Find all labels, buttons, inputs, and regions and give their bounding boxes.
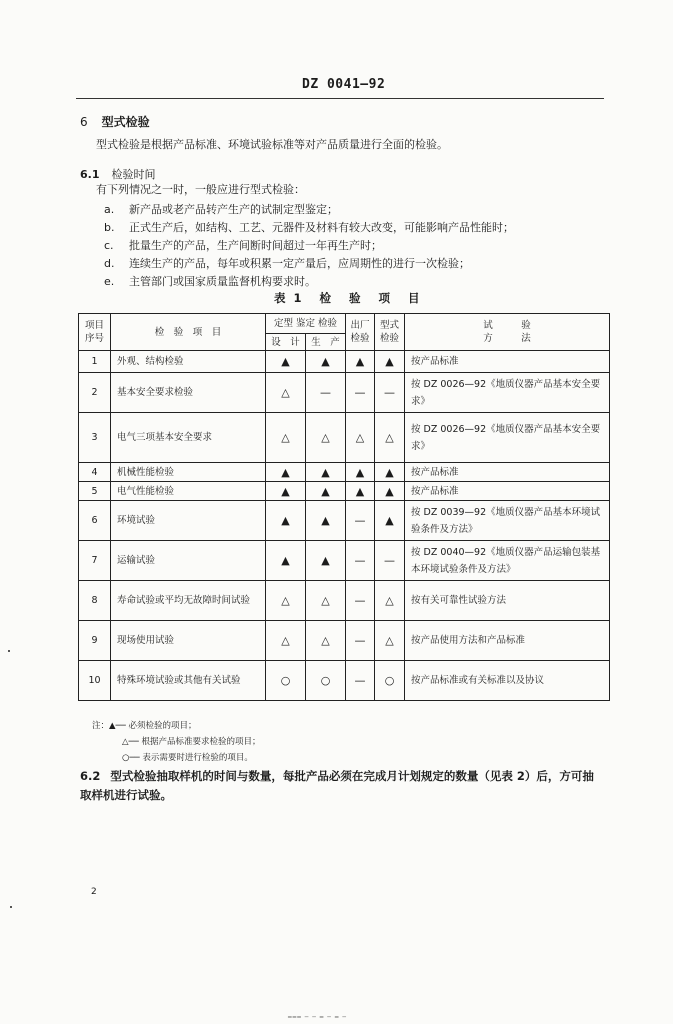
- row-item: 基本安全要求检验: [111, 373, 266, 413]
- table-row: [79, 501, 610, 541]
- row-factory-mark: ▲: [346, 463, 375, 482]
- row-design-mark: ▲: [266, 501, 306, 541]
- list-marker: c.: [104, 239, 114, 252]
- row-design-mark: ▲: [266, 351, 306, 373]
- row-factory-mark: —: [346, 661, 375, 701]
- table-row: [79, 373, 610, 413]
- table-row: [79, 413, 610, 463]
- header-design: 设 计: [266, 334, 306, 351]
- row-production-mark: △: [306, 621, 346, 661]
- row-no: 6: [79, 501, 111, 541]
- table-row: [79, 351, 610, 373]
- table-caption: [266, 290, 430, 306]
- list-marker: d.: [104, 257, 115, 270]
- row-item: 机械性能检验: [111, 463, 266, 482]
- footer-scan-mark: ━━━ ─ ─ ━ ─ ━ ─: [288, 1014, 347, 1021]
- header-method: 试 验 方 法: [405, 314, 610, 351]
- row-type-mark: ▲: [375, 463, 405, 482]
- section-6-2: [80, 767, 600, 805]
- table-note: ○── 表示需要时进行检验的项目。: [122, 753, 253, 763]
- row-production-mark: △: [306, 413, 346, 463]
- row-factory-mark: —: [346, 581, 375, 621]
- list-marker: e.: [104, 275, 115, 288]
- list-item: [104, 273, 514, 291]
- table-caption-char: 检: [319, 291, 334, 305]
- row-production-mark: ▲: [306, 351, 346, 373]
- row-no: 8: [79, 581, 111, 621]
- row-no: 1: [79, 351, 111, 373]
- table-caption-label: 表 1: [274, 291, 304, 305]
- row-item: 现场使用试验: [111, 621, 266, 661]
- scan-speck: [8, 650, 10, 652]
- section-6-title: [80, 113, 150, 130]
- list-item: [104, 255, 514, 273]
- scan-speck: [10, 906, 12, 908]
- row-item: 电气三项基本安全要求: [111, 413, 266, 463]
- row-item: 寿命试验或平均无故障时间试验: [111, 581, 266, 621]
- table-note: △── 根据产品标准要求检验的项目；: [122, 737, 261, 747]
- row-no: 10: [79, 661, 111, 701]
- row-production-mark: ▲: [306, 482, 346, 501]
- list-text: 主管部门或国家质量监督机构要求时。: [129, 275, 316, 288]
- row-factory-mark: ▲: [346, 482, 375, 501]
- row-no: 3: [79, 413, 111, 463]
- row-method: 按产品标准: [405, 463, 610, 482]
- row-production-mark: —: [306, 373, 346, 413]
- row-type-mark: —: [375, 373, 405, 413]
- row-factory-mark: —: [346, 621, 375, 661]
- table-row: [79, 661, 610, 701]
- row-method: 按产品标准: [405, 482, 610, 501]
- section-6-1-title: [80, 166, 156, 182]
- page-number: 2: [91, 887, 97, 897]
- section-6-2-number: 6.2: [80, 769, 101, 783]
- header-seq: 项目 序号: [79, 314, 111, 351]
- row-method: 按有关可靠性试验方法: [405, 581, 610, 621]
- row-type-mark: ▲: [375, 351, 405, 373]
- table-row: [79, 581, 610, 621]
- table-row: [79, 482, 610, 501]
- row-production-mark: △: [306, 581, 346, 621]
- row-type-mark: △: [375, 621, 405, 661]
- row-method: 按产品标准: [405, 351, 610, 373]
- header-rule: [76, 98, 604, 99]
- row-method: 按产品使用方法和产品标准: [405, 621, 610, 661]
- row-design-mark: △: [266, 581, 306, 621]
- row-design-mark: △: [266, 621, 306, 661]
- row-design-mark: △: [266, 373, 306, 413]
- row-method: 按 DZ 0039—92《地质仪器产品基本环境试验条件及方法》: [405, 501, 610, 541]
- row-item: 运输试验: [111, 541, 266, 581]
- row-item: 电气性能检验: [111, 482, 266, 501]
- row-type-mark: △: [375, 581, 405, 621]
- section-6-intro: 型式检验是根据产品标准、环境试验标准等对产品质量进行全面的检验。: [96, 138, 448, 151]
- row-production-mark: ▲: [306, 541, 346, 581]
- row-design-mark: ▲: [266, 541, 306, 581]
- list-item: [104, 237, 514, 255]
- header-type-test: 型式 检验: [375, 314, 405, 351]
- row-design-mark: ▲: [266, 463, 306, 482]
- table-row: [79, 621, 610, 661]
- list-marker: a.: [104, 203, 115, 216]
- row-factory-mark: △: [346, 413, 375, 463]
- inspection-items-table: [78, 313, 610, 701]
- list-item: [104, 219, 514, 237]
- list-text: 新产品或老产品转产生产的试制定型鉴定；: [129, 203, 338, 216]
- header-item: 检 验 项 目: [111, 314, 266, 351]
- row-production-mark: ▲: [306, 501, 346, 541]
- table-row: [79, 463, 610, 482]
- header-type-approval: 定型 鉴定 检验: [266, 314, 346, 334]
- document-code: DZ 0041—92: [302, 77, 386, 92]
- row-type-mark: —: [375, 541, 405, 581]
- list-text: 批量生产的产品，生产间断时间超过一年再生产时；: [129, 239, 382, 252]
- row-no: 7: [79, 541, 111, 581]
- header-factory: 出厂 检验: [346, 314, 375, 351]
- row-type-mark: ▲: [375, 482, 405, 501]
- row-no: 5: [79, 482, 111, 501]
- row-no: 2: [79, 373, 111, 413]
- section-6-1-title-text: 检验时间: [111, 168, 156, 181]
- row-method: 按 DZ 0026—92《地质仪器产品基本安全要求》: [405, 413, 610, 463]
- section-6-2-text: 型式检验抽取样机的时间与数量，每批产品必须在完成月计划规定的数量（见表 2）后，方可抽取样机进行试验。: [80, 769, 594, 802]
- row-item: 外观、结构检验: [111, 351, 266, 373]
- list-item: [104, 201, 514, 219]
- table-caption-char: 项: [378, 291, 393, 305]
- section-6-1-number: 6.1: [80, 168, 100, 181]
- row-factory-mark: ▲: [346, 351, 375, 373]
- row-type-mark: ▲: [375, 501, 405, 541]
- row-method: 按 DZ 0026—92《地质仪器产品基本安全要求》: [405, 373, 610, 413]
- row-type-mark: ○: [375, 661, 405, 701]
- row-design-mark: ▲: [266, 482, 306, 501]
- list-marker: b.: [104, 221, 115, 234]
- header-production: 生 产: [306, 334, 346, 351]
- table-note: 注：▲── 必须检验的项目；: [92, 721, 197, 731]
- row-item: 特殊环境试验或其他有关试验: [111, 661, 266, 701]
- row-type-mark: △: [375, 413, 405, 463]
- table-header-row: [79, 314, 610, 334]
- condition-list: [104, 201, 514, 291]
- row-method: 按产品标准或有关标准以及协议: [405, 661, 610, 701]
- section-6-1-lead: 有下列情况之一时，一般应进行型式检验：: [96, 183, 305, 196]
- row-production-mark: ○: [306, 661, 346, 701]
- row-no: 9: [79, 621, 111, 661]
- row-item: 环境试验: [111, 501, 266, 541]
- section-6-title-text: 型式检验: [101, 115, 150, 129]
- table-caption-char: 验: [349, 291, 363, 305]
- table-row: [79, 541, 610, 581]
- row-method: 按 DZ 0040—92《地质仪器产品运输包装基本环境试验条件及方法》: [405, 541, 610, 581]
- row-factory-mark: —: [346, 501, 375, 541]
- list-text: 连续生产的产品，每年或积累一定产量后，应周期性的进行一次检验；: [129, 257, 470, 270]
- row-production-mark: ▲: [306, 463, 346, 482]
- row-factory-mark: —: [346, 373, 375, 413]
- row-design-mark: △: [266, 413, 306, 463]
- row-factory-mark: —: [346, 541, 375, 581]
- table-caption-char: 目: [408, 291, 422, 305]
- section-6-number: 6: [80, 115, 88, 129]
- list-text: 正式生产后，如结构、工艺、元器件及材料有较大改变，可能影响产品性能时；: [129, 221, 514, 234]
- row-design-mark: ○: [266, 661, 306, 701]
- row-no: 4: [79, 463, 111, 482]
